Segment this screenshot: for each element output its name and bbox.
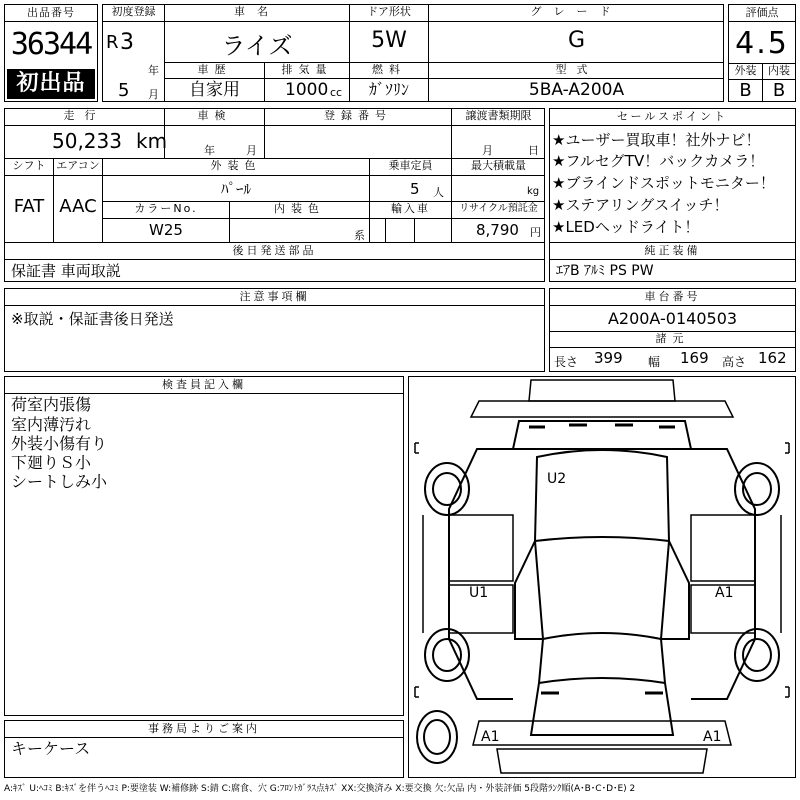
shift-label: シフト bbox=[12, 159, 46, 172]
car-name: ライズ bbox=[221, 32, 293, 60]
later-parts: 保証書 車両取説 bbox=[11, 262, 121, 280]
fuel: ｶﾞｿﾘﾝ bbox=[368, 80, 409, 99]
damage-mark-right-door: A1 bbox=[715, 585, 734, 601]
sales-point-4: ★ステアリングスイッチ！ bbox=[552, 196, 729, 214]
sales-point-5: ★LEDヘッドライト！ bbox=[552, 218, 700, 236]
interior-score-label: 内装 bbox=[768, 64, 790, 77]
door-label: ドア形状 bbox=[367, 5, 411, 18]
office-box bbox=[4, 720, 404, 778]
recycle-label: リサイクル預託金 bbox=[459, 203, 538, 214]
door-type: 5W bbox=[371, 28, 407, 53]
transfer-month-unit: 月 bbox=[482, 144, 493, 157]
inspector-line-4: 下廻りＳ小 bbox=[11, 453, 92, 472]
grade-label: グレード bbox=[530, 5, 623, 18]
legend-footer: A:ｷｽﾞ U:ﾍｺﾐ B:ｷｽﾞを伴うﾍｺﾐ P:要塗装 W:補修跡 S:錆 C:腐食、穴 G:ﾌﾛﾝﾄｶﾞﾗｽ点ｷｽﾞ XX:交換済み X:要交換 欠:欠品 内・外装評価 5段階ﾗﾝｸ順(A･B･C･D･E) 2 bbox=[4, 784, 636, 794]
reg-month: 5 bbox=[118, 80, 130, 101]
car-diagram bbox=[408, 376, 796, 778]
reg-month-unit: 月 bbox=[148, 88, 159, 101]
sales-points-label: セールスポイント bbox=[550, 109, 795, 126]
inspector-box bbox=[4, 376, 404, 716]
history: 自家用 bbox=[189, 80, 240, 100]
interior-color-unit: 系 bbox=[354, 229, 365, 242]
reg-label: 初度登録 bbox=[111, 5, 156, 18]
history-label: 車歴 bbox=[197, 63, 232, 76]
load-label: 最大積載量 bbox=[471, 159, 526, 172]
interior-score: B bbox=[772, 80, 786, 101]
first-listing-badge: 初出品 bbox=[7, 69, 95, 99]
score-label: 評価点 bbox=[729, 5, 795, 22]
damage-mark-rear-left: A1 bbox=[481, 729, 500, 745]
load-unit: kg bbox=[527, 186, 540, 197]
damage-mark-roof: U2 bbox=[547, 471, 567, 487]
inspection-month-unit: 月 bbox=[246, 144, 257, 157]
capacity-unit: 人 bbox=[433, 186, 444, 199]
chassis-label: 車台番号 bbox=[550, 289, 795, 306]
inspector-line-1: 荷室内張傷 bbox=[11, 395, 92, 414]
later-parts-box bbox=[4, 242, 545, 282]
later-parts-label: 後日発送部品 bbox=[5, 243, 544, 260]
exterior-score-label: 外装 bbox=[734, 64, 757, 77]
mileage-unit: km bbox=[136, 129, 168, 153]
color-no-label: カラーNo. bbox=[134, 202, 198, 215]
inspector-line-5: シートしみ小 bbox=[11, 472, 108, 491]
inspection-year-unit: 年 bbox=[204, 144, 215, 157]
dims-label: 諸元 bbox=[655, 332, 690, 345]
inspector-label: 検査員記入欄 bbox=[5, 377, 403, 394]
import-label: 輸入車 bbox=[391, 202, 430, 215]
length: 399 bbox=[594, 349, 623, 367]
width-label: 幅 bbox=[648, 355, 661, 369]
inspector-line-2: 室内薄汚れ bbox=[11, 415, 92, 434]
office-note: キーケース bbox=[11, 739, 91, 758]
car-outline bbox=[409, 377, 795, 777]
height: 162 bbox=[758, 349, 787, 367]
ac: AAC bbox=[59, 196, 97, 217]
equipment-label: 純正装備 bbox=[550, 243, 795, 260]
ac-label: エアコン bbox=[56, 159, 100, 172]
model: 5BA-A200A bbox=[528, 80, 625, 100]
chassis-no: A200A-0140503 bbox=[607, 309, 738, 328]
displacement: 1000 bbox=[285, 80, 329, 100]
displacement-label: 排気量 bbox=[281, 63, 333, 76]
recycle-fee: 8,790 bbox=[476, 221, 519, 239]
transfer-day-unit: 日 bbox=[528, 144, 539, 157]
score-box bbox=[728, 4, 796, 102]
listing-box bbox=[4, 4, 98, 102]
office-label: 事務局よりご案内 bbox=[5, 721, 403, 738]
grade: G bbox=[567, 28, 586, 53]
car-name-label: 車名 bbox=[234, 5, 280, 18]
sales-point-1: ★ユーザー買取車！社外ナビ！ bbox=[552, 131, 761, 149]
color-no: W25 bbox=[149, 221, 183, 239]
sales-points-box bbox=[549, 108, 796, 243]
plate-label: 登録番号 bbox=[324, 109, 392, 122]
length-label: 長さ bbox=[554, 355, 579, 369]
inspection-label: 車検 bbox=[197, 109, 232, 122]
transfer-label: 譲渡書類期限 bbox=[465, 109, 532, 122]
sales-point-3: ★ブラインドスポットモニター！ bbox=[552, 174, 775, 192]
exterior-color: ﾊﾟｰﾙ bbox=[220, 180, 251, 198]
notes-box bbox=[4, 288, 545, 372]
equipment: ｴｱB ｱﾙﾐ PS PW bbox=[556, 263, 654, 279]
score-value: 4.5 bbox=[735, 26, 789, 61]
notes: ※取説・保証書後日発送 bbox=[11, 310, 174, 328]
exterior-color-label: 外装色 bbox=[210, 159, 262, 172]
shift: FAT bbox=[13, 196, 45, 217]
fuel-label: 燃料 bbox=[372, 63, 406, 76]
damage-mark-rear-right: A1 bbox=[703, 729, 722, 745]
displacement-unit: cc bbox=[330, 86, 343, 99]
height-label: 高さ bbox=[722, 355, 747, 369]
damage-mark-left-door: U1 bbox=[469, 585, 489, 601]
capacity: 5 bbox=[410, 180, 420, 198]
capacity-label: 乗車定員 bbox=[388, 159, 433, 172]
notes-label: 注意事項欄 bbox=[5, 289, 544, 306]
recycle-fee-unit: 円 bbox=[530, 226, 541, 239]
chassis-box bbox=[549, 288, 796, 372]
reg-year: 3 bbox=[120, 30, 134, 55]
inspector-line-3: 外装小傷有り bbox=[11, 434, 108, 453]
listing-no-label: 出品番号 bbox=[5, 5, 97, 22]
mileage-label: 走行 bbox=[63, 109, 106, 122]
exterior-score: B bbox=[739, 80, 752, 101]
mileage: 50,233 bbox=[52, 129, 122, 153]
reg-era: R bbox=[106, 32, 119, 53]
sales-point-2: ★フルセグTV！バックカメラ！ bbox=[552, 152, 765, 170]
interior-color-label: 内装色 bbox=[274, 202, 325, 215]
reg-year-unit: 年 bbox=[148, 64, 159, 77]
width: 169 bbox=[680, 349, 709, 367]
listing-no: 36344 bbox=[10, 27, 92, 62]
equipment-box bbox=[549, 242, 796, 282]
model-label: 型式 bbox=[555, 63, 598, 76]
